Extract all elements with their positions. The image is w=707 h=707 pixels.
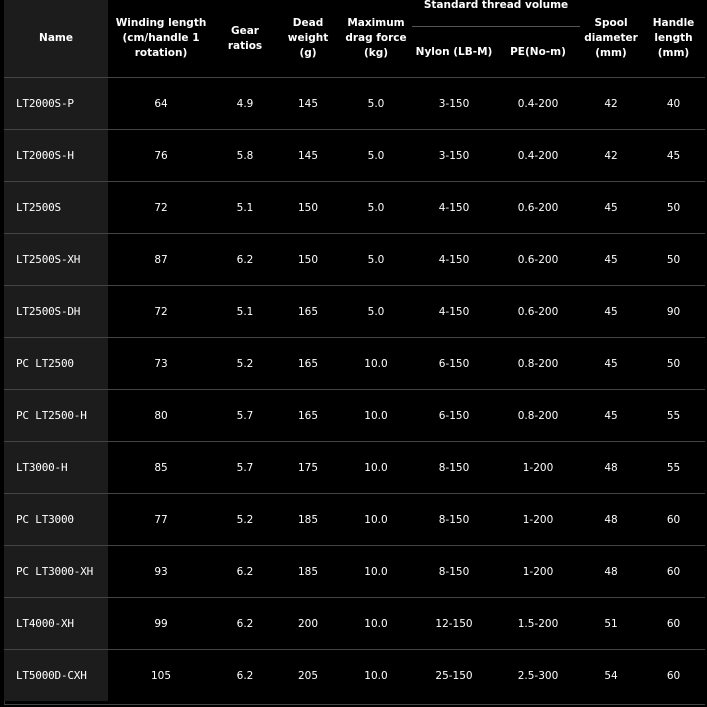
table-row (4, 286, 705, 338)
cell-spool-diameter: 45 (580, 286, 642, 338)
cell-nylon: 8-150 (412, 442, 496, 494)
cell-nylon: 3-150 (412, 130, 496, 182)
cell-pe: 0.8-200 (496, 390, 580, 442)
cell-gear-ratio: 5.2 (214, 338, 276, 390)
cell-winding-length: 105 (108, 650, 214, 702)
table-row (4, 78, 705, 130)
cell-gear-ratio: 5.2 (214, 494, 276, 546)
cell-name: PC LT3000 (4, 494, 108, 546)
cell-name: LT3000-H (4, 442, 108, 494)
cell-name: LT2500S-XH (4, 234, 108, 286)
cell-name: LT4000-XH (4, 598, 108, 650)
cell-nylon: 6-150 (412, 338, 496, 390)
cell-max-drag: 10.0 (340, 546, 412, 598)
cell-pe: 1-200 (496, 494, 580, 546)
cell-winding-length: 87 (108, 234, 214, 286)
cell-max-drag: 10.0 (340, 390, 412, 442)
cell-spool-diameter: 54 (580, 650, 642, 702)
header-pe: PE(No-m) (496, 27, 580, 78)
table-row (4, 494, 705, 546)
cell-nylon: 4-150 (412, 286, 496, 338)
reel-spec-table (4, 0, 705, 701)
cell-pe: 2.5-300 (496, 650, 580, 702)
cell-name: LT2500S (4, 182, 108, 234)
cell-handle-length: 50 (642, 234, 705, 286)
cell-spool-diameter: 45 (580, 234, 642, 286)
cell-pe: 0.8-200 (496, 338, 580, 390)
cell-pe: 0.6-200 (496, 234, 580, 286)
cell-spool-diameter: 45 (580, 182, 642, 234)
cell-spool-diameter: 48 (580, 494, 642, 546)
header-max-drag: Maximum drag force (kg) (340, 0, 412, 78)
cell-name: LT5000D-CXH (4, 650, 108, 702)
cell-winding-length: 99 (108, 598, 214, 650)
cell-gear-ratio: 6.2 (214, 598, 276, 650)
cell-winding-length: 73 (108, 338, 214, 390)
table-row (4, 598, 705, 650)
cell-gear-ratio: 5.8 (214, 130, 276, 182)
cell-handle-length: 60 (642, 598, 705, 650)
table-row (4, 182, 705, 234)
cell-pe: 0.4-200 (496, 78, 580, 130)
cell-name: LT2000S-H (4, 130, 108, 182)
cell-gear-ratio: 5.7 (214, 442, 276, 494)
cell-max-drag: 10.0 (340, 494, 412, 546)
header-gear-ratios: Gear ratios (214, 0, 276, 78)
cell-gear-ratio: 4.9 (214, 78, 276, 130)
cell-max-drag: 5.0 (340, 78, 412, 130)
header-thread-volume-label: Standard thread volume (423, 0, 569, 11)
cell-dead-weight: 150 (276, 234, 340, 286)
table-row (4, 650, 705, 702)
cell-winding-length: 93 (108, 546, 214, 598)
cell-spool-diameter: 42 (580, 130, 642, 182)
cell-max-drag: 5.0 (340, 234, 412, 286)
cell-max-drag: 5.0 (340, 130, 412, 182)
cell-winding-length: 77 (108, 494, 214, 546)
cell-name: PC LT3000-XH (4, 546, 108, 598)
cell-name: PC LT2500-H (4, 390, 108, 442)
cell-max-drag: 10.0 (340, 650, 412, 702)
cell-dead-weight: 165 (276, 286, 340, 338)
header-nylon: Nylon (LB-M) (412, 27, 496, 78)
cell-handle-length: 60 (642, 494, 705, 546)
cell-max-drag: 10.0 (340, 442, 412, 494)
cell-pe: 0.4-200 (496, 130, 580, 182)
cell-nylon: 8-150 (412, 546, 496, 598)
cell-gear-ratio: 5.7 (214, 390, 276, 442)
cell-spool-diameter: 51 (580, 598, 642, 650)
cell-gear-ratio: 6.2 (214, 650, 276, 702)
cell-pe: 1.5-200 (496, 598, 580, 650)
table-row (4, 338, 705, 390)
cell-dead-weight: 165 (276, 390, 340, 442)
cell-dead-weight: 200 (276, 598, 340, 650)
cell-nylon: 4-150 (412, 182, 496, 234)
table-row (4, 390, 705, 442)
cell-winding-length: 76 (108, 130, 214, 182)
cell-gear-ratio: 5.1 (214, 286, 276, 338)
cell-spool-diameter: 48 (580, 442, 642, 494)
cell-dead-weight: 150 (276, 182, 340, 234)
cell-winding-length: 72 (108, 182, 214, 234)
cell-max-drag: 5.0 (340, 286, 412, 338)
cell-spool-diameter: 45 (580, 338, 642, 390)
cell-spool-diameter: 48 (580, 546, 642, 598)
cell-nylon: 6-150 (412, 390, 496, 442)
table-row (4, 442, 705, 494)
cell-dead-weight: 205 (276, 650, 340, 702)
cell-handle-length: 60 (642, 546, 705, 598)
cell-max-drag: 10.0 (340, 338, 412, 390)
cell-gear-ratio: 6.2 (214, 234, 276, 286)
header-name: Name (4, 0, 108, 78)
cell-pe: 1-200 (496, 546, 580, 598)
cell-nylon: 4-150 (412, 234, 496, 286)
cell-nylon: 3-150 (412, 78, 496, 130)
table-row (4, 130, 705, 182)
cell-nylon: 12-150 (412, 598, 496, 650)
spec-table-body (4, 78, 705, 702)
header-thread-volume (412, 0, 580, 27)
cell-winding-length: 80 (108, 390, 214, 442)
cell-handle-length: 45 (642, 130, 705, 182)
header-winding-length: Winding length (cm/handle 1 rotation) (108, 0, 214, 78)
cell-dead-weight: 185 (276, 494, 340, 546)
cell-max-drag: 5.0 (340, 182, 412, 234)
cell-dead-weight: 175 (276, 442, 340, 494)
cell-max-drag: 10.0 (340, 598, 412, 650)
table-bottom-border (4, 704, 705, 705)
cell-winding-length: 85 (108, 442, 214, 494)
cell-winding-length: 72 (108, 286, 214, 338)
cell-pe: 0.6-200 (496, 182, 580, 234)
cell-nylon: 8-150 (412, 494, 496, 546)
cell-handle-length: 40 (642, 78, 705, 130)
cell-winding-length: 64 (108, 78, 214, 130)
cell-name: LT2500S-DH (4, 286, 108, 338)
cell-handle-length: 60 (642, 650, 705, 702)
header-spool-diameter: Spool diameter (mm) (580, 0, 642, 78)
cell-spool-diameter: 45 (580, 390, 642, 442)
cell-gear-ratio: 6.2 (214, 546, 276, 598)
header-dead-weight: Dead weight (g) (276, 0, 340, 78)
cell-gear-ratio: 5.1 (214, 182, 276, 234)
cell-name: PC LT2500 (4, 338, 108, 390)
cell-spool-diameter: 42 (580, 78, 642, 130)
cell-dead-weight: 145 (276, 78, 340, 130)
header-handle-length: Handle length (mm) (642, 0, 705, 78)
cell-pe: 1-200 (496, 442, 580, 494)
cell-nylon: 25-150 (412, 650, 496, 702)
table-row (4, 546, 705, 598)
table-row (4, 234, 705, 286)
cell-dead-weight: 185 (276, 546, 340, 598)
cell-dead-weight: 145 (276, 130, 340, 182)
cell-handle-length: 55 (642, 442, 705, 494)
cell-handle-length: 50 (642, 338, 705, 390)
cell-pe: 0.6-200 (496, 286, 580, 338)
cell-dead-weight: 165 (276, 338, 340, 390)
cell-handle-length: 50 (642, 182, 705, 234)
cell-name: LT2000S-P (4, 78, 108, 130)
cell-handle-length: 90 (642, 286, 705, 338)
cell-handle-length: 55 (642, 390, 705, 442)
